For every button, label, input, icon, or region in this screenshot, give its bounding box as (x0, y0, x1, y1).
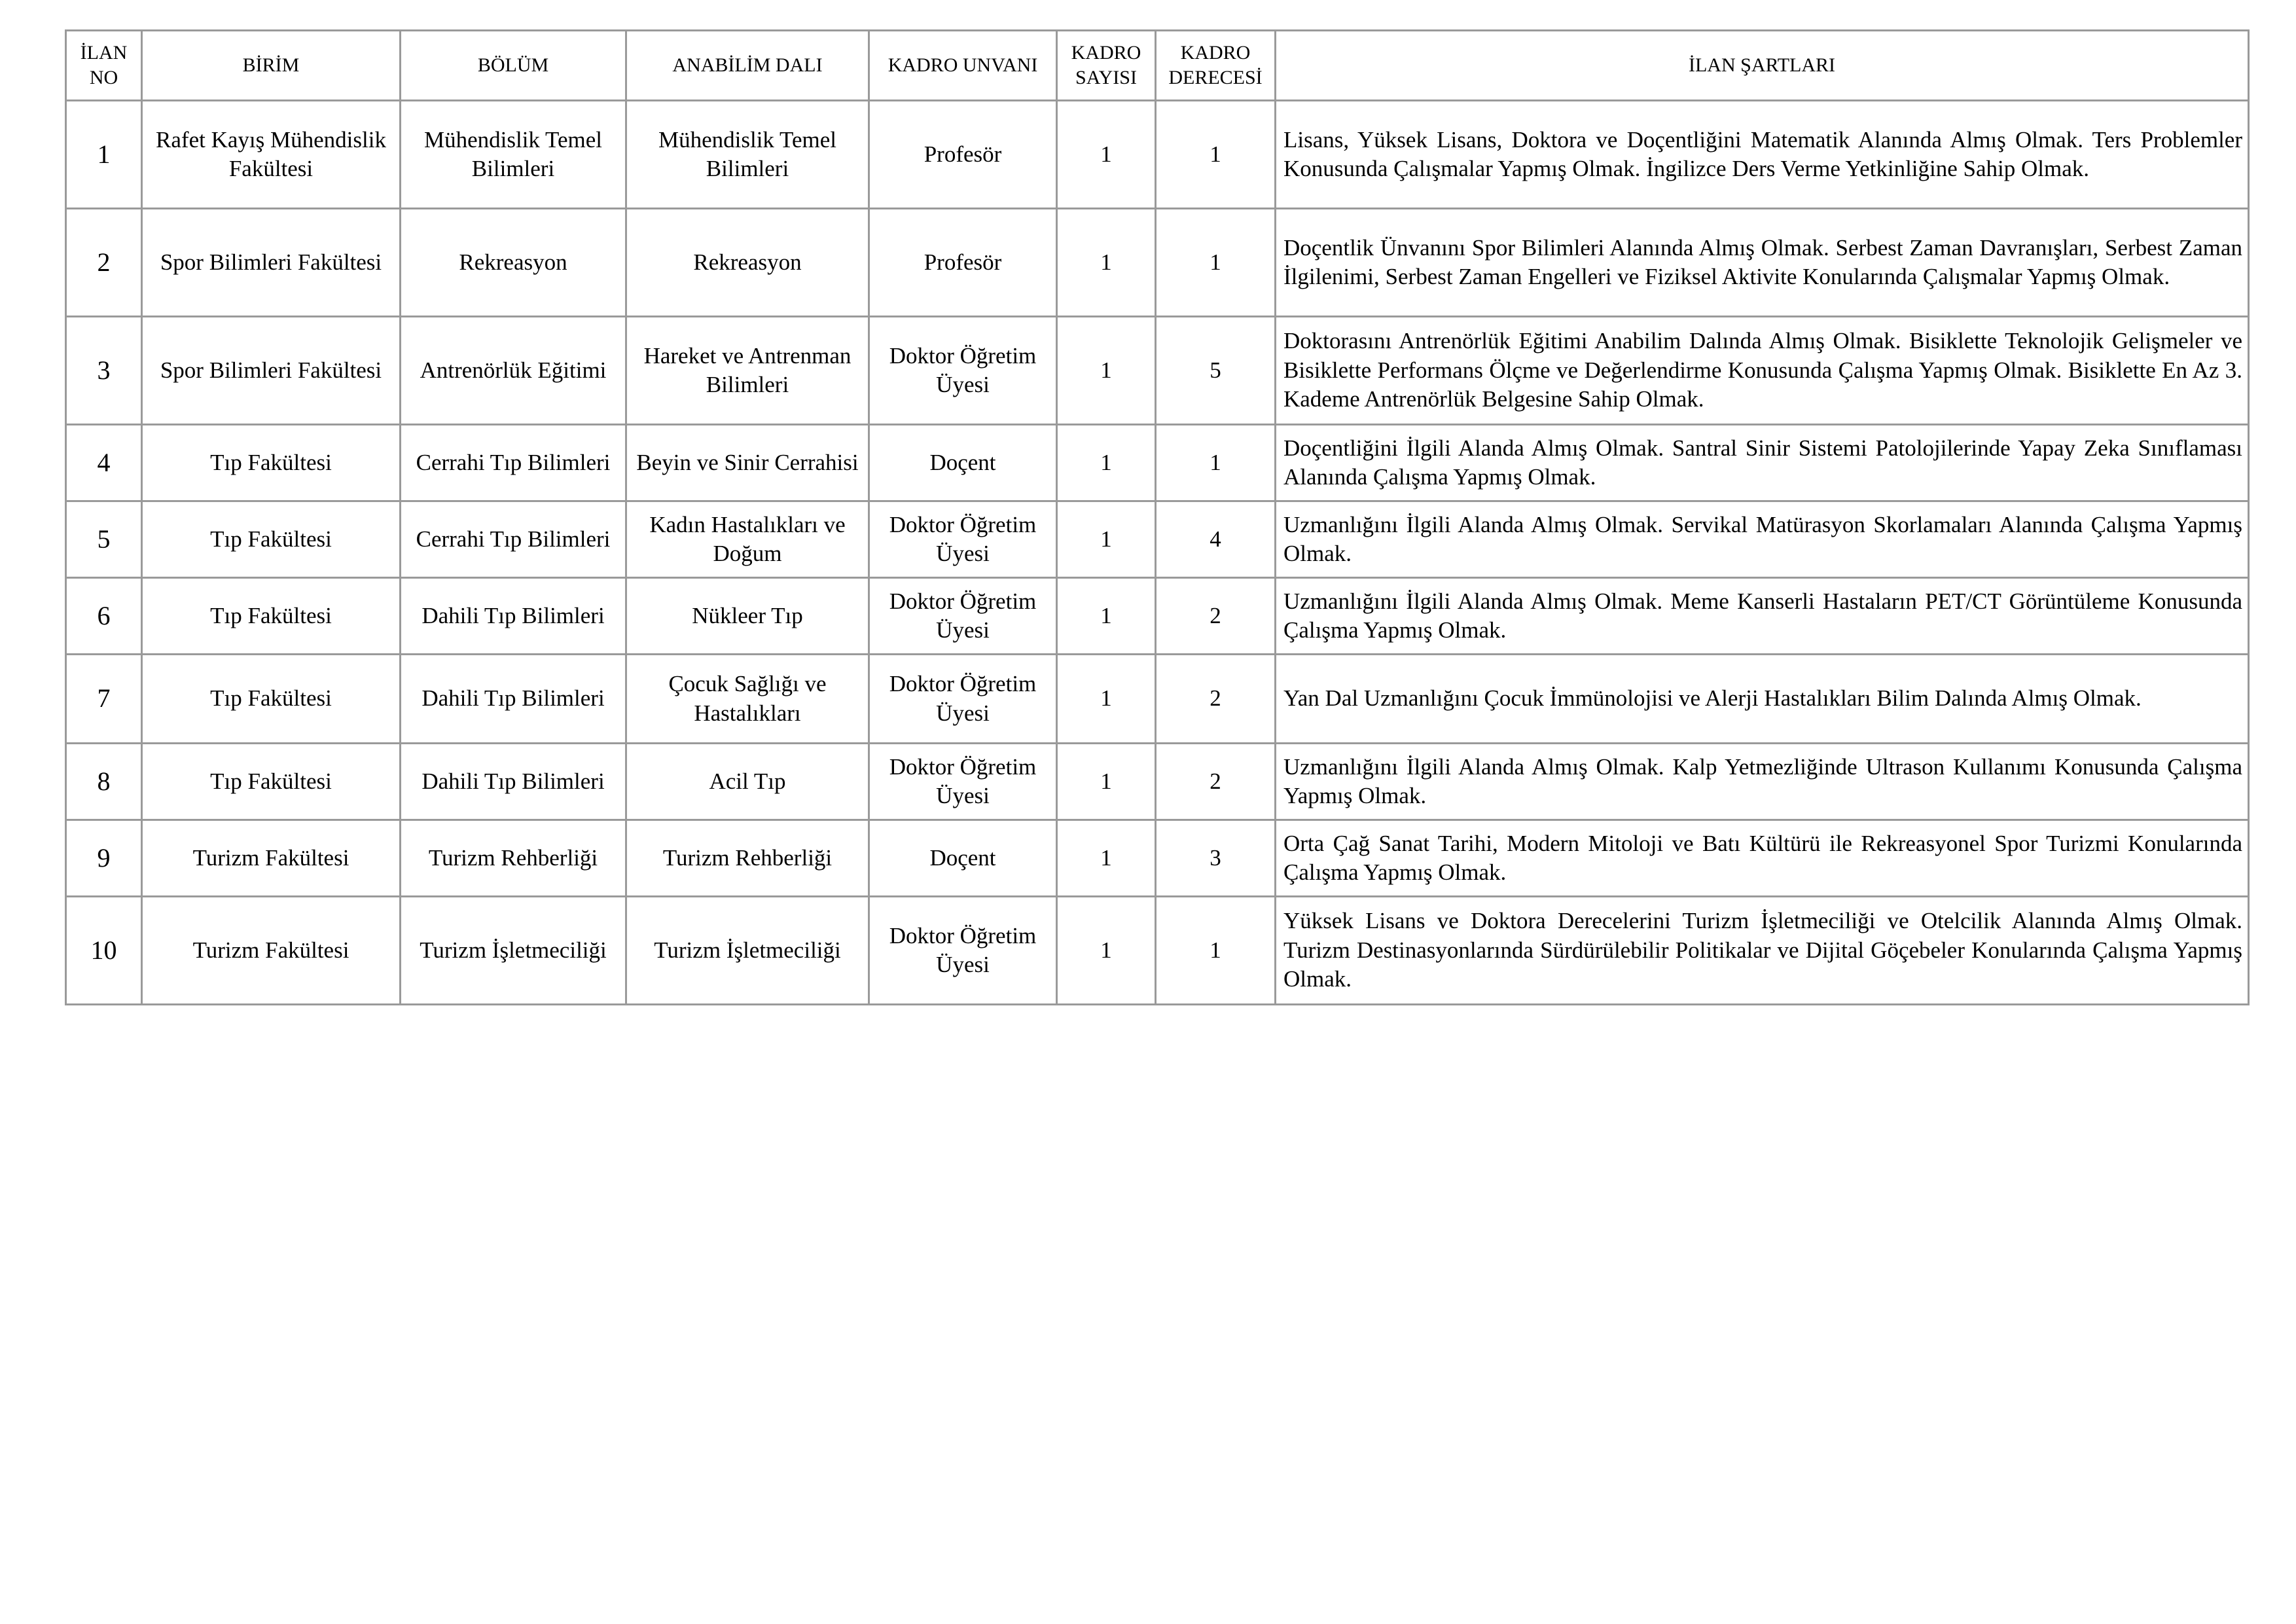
cell-kadro-derecesi: 2 (1156, 655, 1276, 744)
cell-kadro-derecesi: 1 (1156, 425, 1276, 501)
header-kadro-unvani: KADRO UNVANI (869, 31, 1057, 101)
cell-birim: Spor Bilimleri Fakültesi (142, 209, 401, 317)
table-row (66, 897, 2249, 1005)
cell-ilan-no: 8 (66, 744, 142, 820)
cell-bolum: Antrenörlük Eğitimi (401, 317, 626, 425)
cell-kadro-sayisi: 1 (1057, 578, 1156, 655)
header-anabilim-dali: ANABİLİM DALI (626, 31, 869, 101)
cell-bolum: Turizm İşletmeciliği (401, 897, 626, 1005)
cell-kadro-unvani: Doktor Öğretim Üyesi (869, 897, 1057, 1005)
cell-kadro-unvani: Doktor Öğretim Üyesi (869, 317, 1057, 425)
header-kadro-derecesi: KADRO DERECESİ (1156, 31, 1276, 101)
header-ilan-no: İLAN NO (66, 31, 142, 101)
cell-anabilim-dali: Nükleer Tıp (626, 578, 869, 655)
cell-ilan-sartlari: Doçentlik Ünvanını Spor Bilimleri Alanında Almış Olmak. Serbest Zaman Davranışları, Serbest Zaman İlgilenimi, Serbest Zaman Engelleri ve Fiziksel Aktivite Konularında Çalışmalar Yapmış Olmak. (1276, 209, 2249, 317)
cell-kadro-unvani: Doçent (869, 820, 1057, 897)
cell-ilan-no: 10 (66, 897, 142, 1005)
cell-kadro-sayisi: 1 (1057, 425, 1156, 501)
table-header-row (66, 31, 2249, 101)
job-listing-table (65, 29, 2250, 1005)
cell-kadro-derecesi: 2 (1156, 744, 1276, 820)
cell-ilan-no: 9 (66, 820, 142, 897)
cell-ilan-no: 1 (66, 101, 142, 209)
header-birim: BİRİM (142, 31, 401, 101)
cell-birim: Tıp Fakültesi (142, 578, 401, 655)
cell-birim: Tıp Fakültesi (142, 655, 401, 744)
cell-birim: Rafet Kayış Mühendislik Fakültesi (142, 101, 401, 209)
cell-kadro-derecesi: 4 (1156, 501, 1276, 578)
cell-kadro-sayisi: 1 (1057, 820, 1156, 897)
cell-ilan-sartlari: Yüksek Lisans ve Doktora Derecelerini Turizm İşletmeciliği ve Otelcilik Alanında Almış Olmak. Turizm Destinasyonlarında Sürdürülebilir Politikalar ve Dijital Göçebeler Konularında Çalışma Yapmış Olmak. (1276, 897, 2249, 1005)
cell-anabilim-dali: Çocuk Sağlığı ve Hastalıkları (626, 655, 869, 744)
cell-birim: Tıp Fakültesi (142, 425, 401, 501)
cell-kadro-derecesi: 1 (1156, 209, 1276, 317)
cell-kadro-sayisi: 1 (1057, 655, 1156, 744)
table-row (66, 655, 2249, 744)
cell-bolum: Dahili Tıp Bilimleri (401, 578, 626, 655)
cell-kadro-sayisi: 1 (1057, 101, 1156, 209)
table-row (66, 101, 2249, 209)
cell-birim: Tıp Fakültesi (142, 744, 401, 820)
cell-kadro-derecesi: 1 (1156, 101, 1276, 209)
header-kadro-sayisi: KADRO SAYISI (1057, 31, 1156, 101)
cell-anabilim-dali: Beyin ve Sinir Cerrahisi (626, 425, 869, 501)
cell-kadro-sayisi: 1 (1057, 317, 1156, 425)
header-bolum: BÖLÜM (401, 31, 626, 101)
cell-bolum: Rekreasyon (401, 209, 626, 317)
cell-kadro-sayisi: 1 (1057, 501, 1156, 578)
cell-kadro-unvani: Doktor Öğretim Üyesi (869, 578, 1057, 655)
cell-ilan-sartlari: Lisans, Yüksek Lisans, Doktora ve Doçentliğini Matematik Alanında Almış Olmak. Ters Problemler Konusunda Çalışmalar Yapmış Olmak. İngilizce Ders Verme Yetkinliğine Sahip Olmak. (1276, 101, 2249, 209)
cell-ilan-sartlari: Uzmanlığını İlgili Alanda Almış Olmak. Kalp Yetmezliğinde Ultrason Kullanımı Konusunda Çalışma Yapmış Olmak. (1276, 744, 2249, 820)
cell-kadro-sayisi: 1 (1057, 897, 1156, 1005)
cell-anabilim-dali: Turizm Rehberliği (626, 820, 869, 897)
cell-kadro-unvani: Profesör (869, 101, 1057, 209)
cell-kadro-unvani: Doktor Öğretim Üyesi (869, 655, 1057, 744)
cell-bolum: Cerrahi Tıp Bilimleri (401, 501, 626, 578)
cell-bolum: Dahili Tıp Bilimleri (401, 744, 626, 820)
header-ilan-sartlari: İLAN ŞARTLARI (1276, 31, 2249, 101)
cell-ilan-sartlari: Uzmanlığını İlgili Alanda Almış Olmak. Servikal Matürasyon Skorlamaları Alanında Çalışma Yapmış Olmak. (1276, 501, 2249, 578)
table-row (66, 578, 2249, 655)
cell-kadro-unvani: Doçent (869, 425, 1057, 501)
cell-bolum: Turizm Rehberliği (401, 820, 626, 897)
cell-anabilim-dali: Acil Tıp (626, 744, 869, 820)
cell-birim: Spor Bilimleri Fakültesi (142, 317, 401, 425)
cell-anabilim-dali: Turizm İşletmeciliği (626, 897, 869, 1005)
table-row (66, 209, 2249, 317)
cell-birim: Tıp Fakültesi (142, 501, 401, 578)
cell-bolum: Cerrahi Tıp Bilimleri (401, 425, 626, 501)
cell-ilan-no: 4 (66, 425, 142, 501)
cell-anabilim-dali: Hareket ve Antrenman Bilimleri (626, 317, 869, 425)
cell-kadro-unvani: Doktor Öğretim Üyesi (869, 744, 1057, 820)
cell-birim: Turizm Fakültesi (142, 897, 401, 1005)
cell-kadro-unvani: Profesör (869, 209, 1057, 317)
cell-kadro-derecesi: 1 (1156, 897, 1276, 1005)
cell-ilan-no: 3 (66, 317, 142, 425)
table-row (66, 501, 2249, 578)
cell-kadro-sayisi: 1 (1057, 209, 1156, 317)
cell-kadro-sayisi: 1 (1057, 744, 1156, 820)
cell-ilan-sartlari: Doktorasını Antrenörlük Eğitimi Anabilim Dalında Almış Olmak. Bisiklette Teknolojik Gelişmeler ve Bisiklette Performans Ölçme ve Değerlendirme Konusunda Çalışma Yapmış Olmak. Bisiklette En Az 3. Kademe Antrenörlük Belgesine Sahip Olmak. (1276, 317, 2249, 425)
cell-ilan-sartlari: Yan Dal Uzmanlığını Çocuk İmmünolojisi ve Alerji Hastalıkları Bilim Dalında Almış Olmak. (1276, 655, 2249, 744)
cell-ilan-no: 5 (66, 501, 142, 578)
cell-kadro-derecesi: 2 (1156, 578, 1276, 655)
cell-ilan-sartlari: Doçentliğini İlgili Alanda Almış Olmak. Santral Sinir Sistemi Patolojilerinde Yapay Zeka Sınıflaması Alanında Çalışma Yapmış Olmak. (1276, 425, 2249, 501)
cell-anabilim-dali: Mühendislik Temel Bilimleri (626, 101, 869, 209)
cell-ilan-no: 6 (66, 578, 142, 655)
cell-bolum: Dahili Tıp Bilimleri (401, 655, 626, 744)
table-row (66, 425, 2249, 501)
cell-ilan-sartlari: Uzmanlığını İlgili Alanda Almış Olmak. Meme Kanserli Hastaların PET/CT Görüntüleme Konusunda Çalışma Yapmış Olmak. (1276, 578, 2249, 655)
cell-birim: Turizm Fakültesi (142, 820, 401, 897)
table-row (66, 820, 2249, 897)
cell-ilan-no: 2 (66, 209, 142, 317)
cell-anabilim-dali: Kadın Hastalıkları ve Doğum (626, 501, 869, 578)
cell-bolum: Mühendislik Temel Bilimleri (401, 101, 626, 209)
cell-anabilim-dali: Rekreasyon (626, 209, 869, 317)
cell-kadro-unvani: Doktor Öğretim Üyesi (869, 501, 1057, 578)
cell-ilan-sartlari: Orta Çağ Sanat Tarihi, Modern Mitoloji ve Batı Kültürü ile Rekreasyonel Spor Turizmi Konularında Çalışma Yapmış Olmak. (1276, 820, 2249, 897)
cell-kadro-derecesi: 3 (1156, 820, 1276, 897)
table-row (66, 744, 2249, 820)
cell-ilan-no: 7 (66, 655, 142, 744)
table-row (66, 317, 2249, 425)
cell-kadro-derecesi: 5 (1156, 317, 1276, 425)
